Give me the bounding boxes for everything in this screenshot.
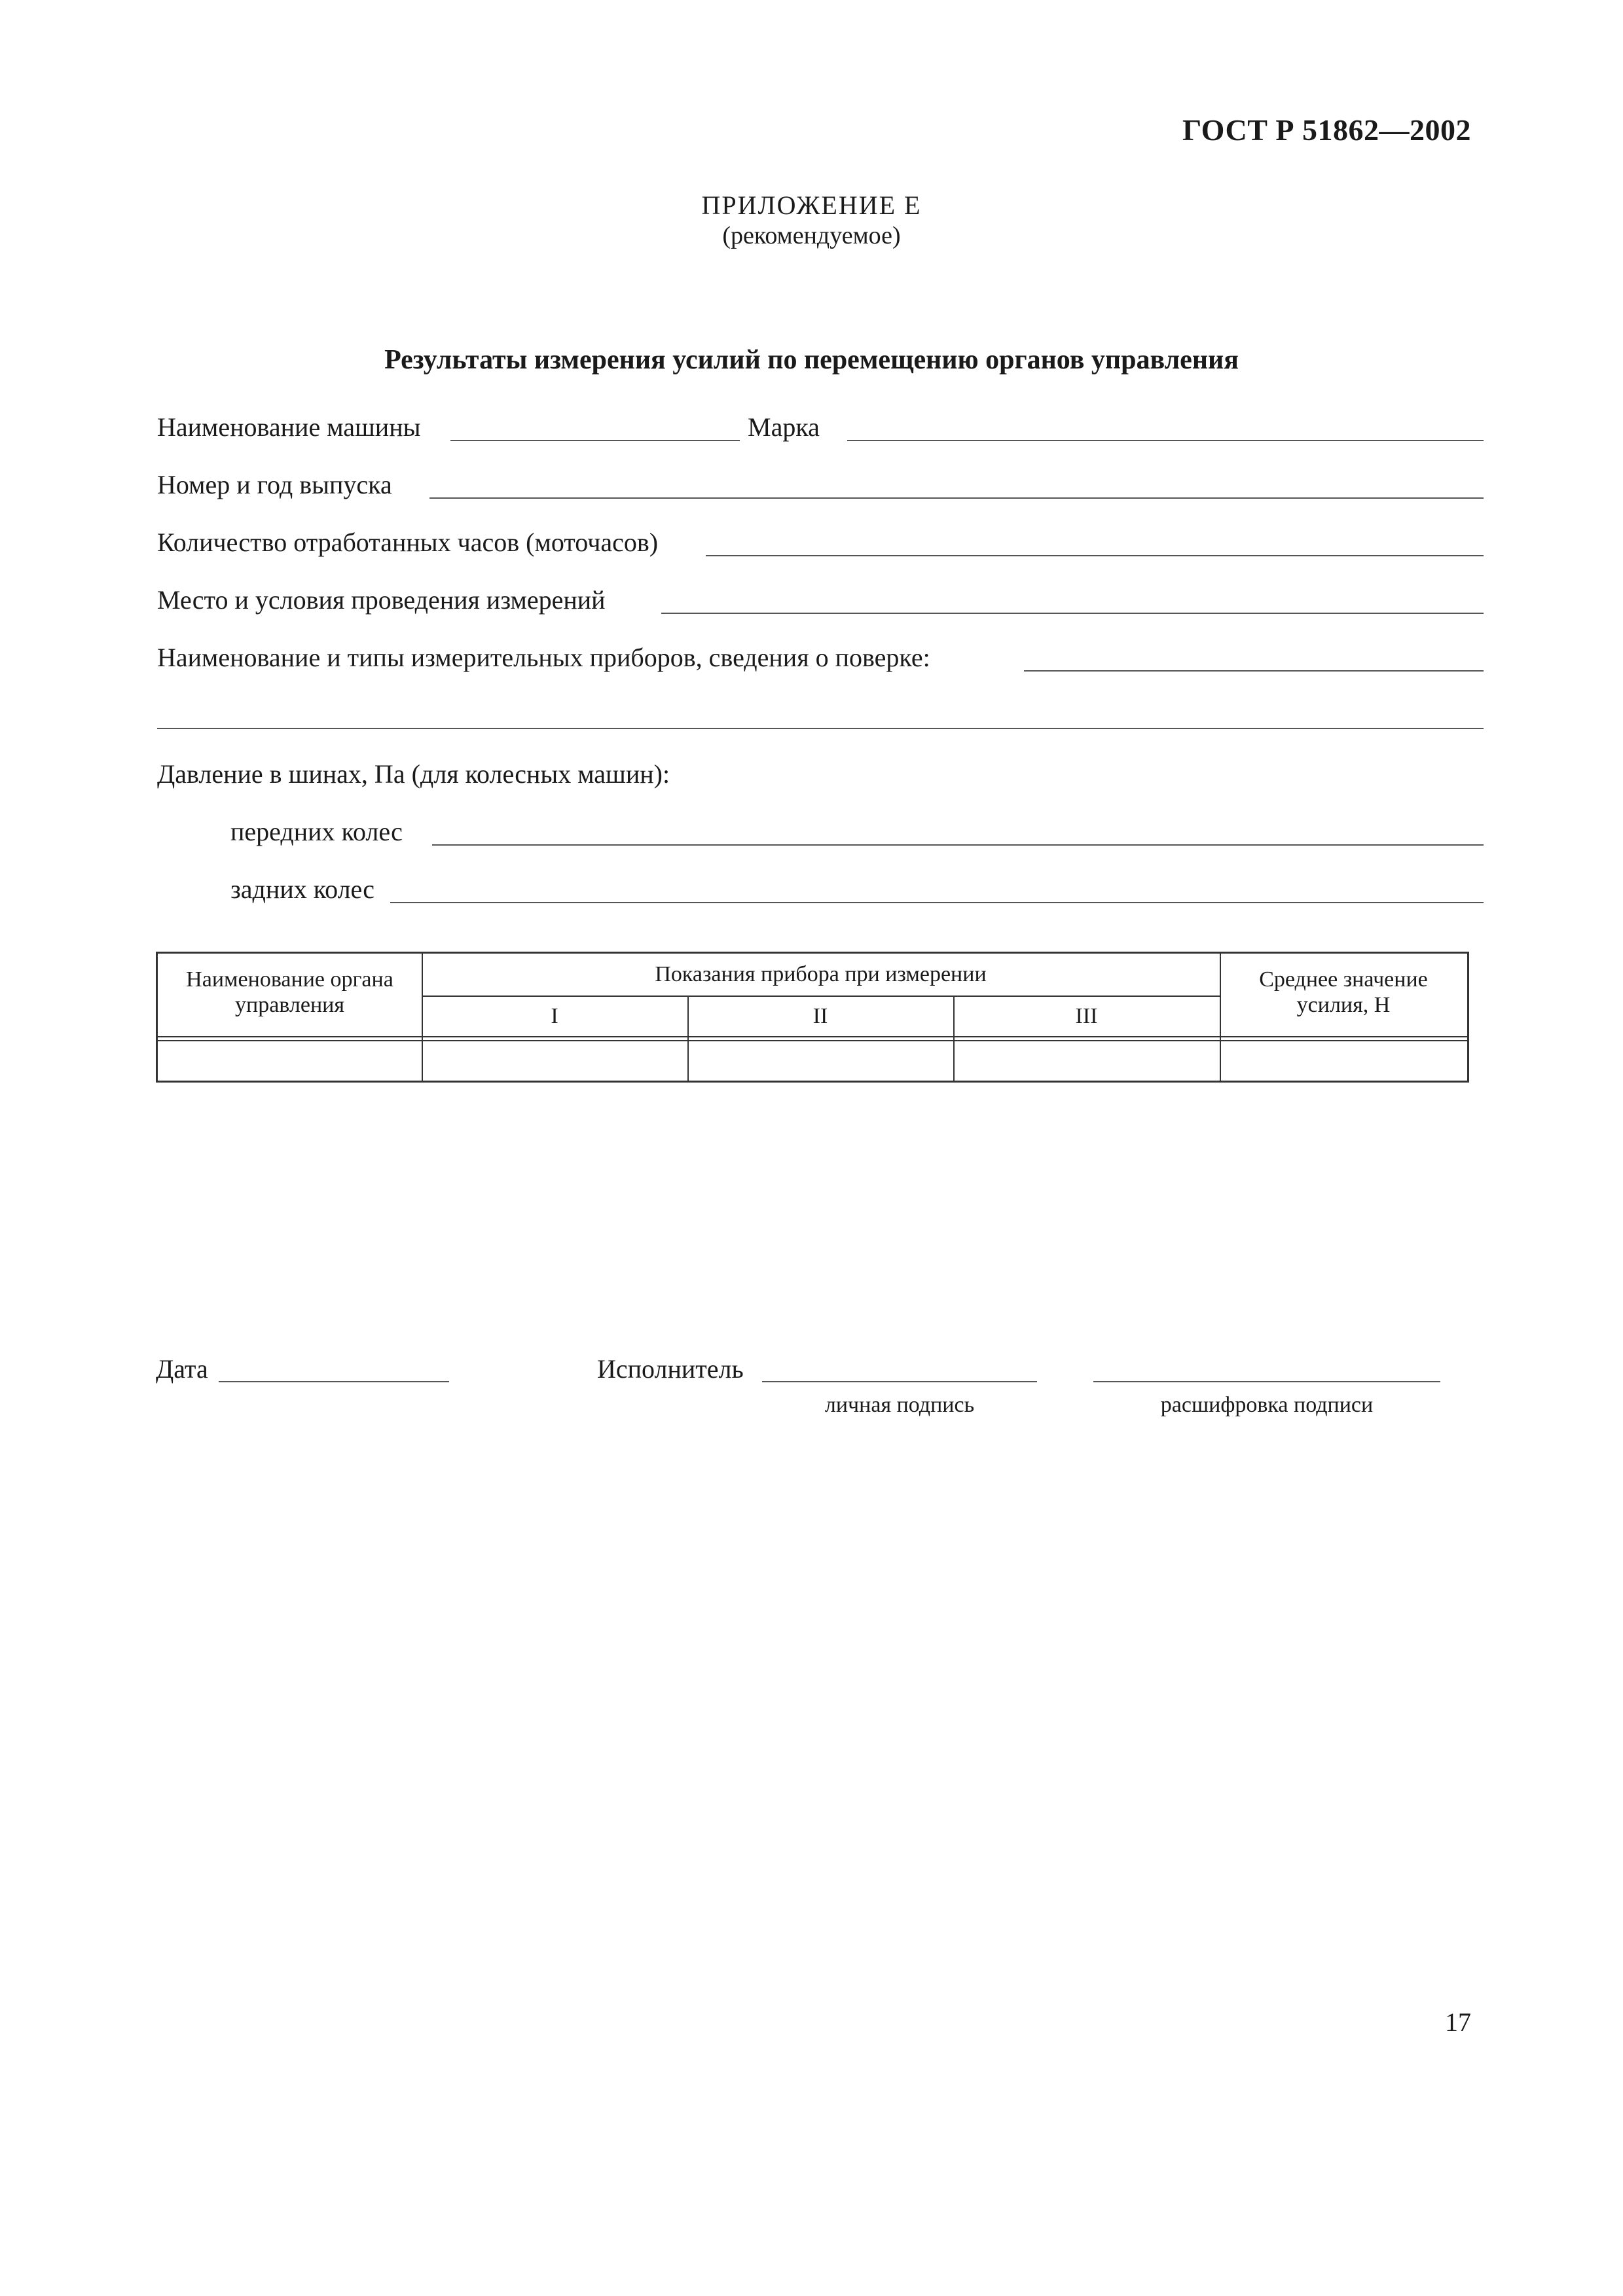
brand-label: Марка [748, 412, 820, 442]
measurement-table [156, 952, 1469, 1083]
executor-label: Исполнитель [597, 1354, 744, 1384]
table-header-average-force-line2: усилия, Н [1296, 993, 1391, 1018]
machine-name-field[interactable] [450, 440, 740, 441]
main-title: Результаты измерения усилий по перемещению органов управления [384, 345, 1239, 375]
table-header-readings: Показания прибора при измерении [655, 962, 987, 986]
number-year-field[interactable] [429, 497, 1484, 499]
table-header-average-force-line1: Среднее значение [1259, 967, 1428, 992]
annex-title: ПРИЛОЖЕНИЕ Е [701, 190, 922, 220]
rear-wheels-label: задних колес [230, 874, 375, 904]
front-wheels-label: передних колес [230, 817, 403, 846]
date-field[interactable] [219, 1381, 449, 1382]
rear-wheels-field[interactable] [390, 902, 1484, 903]
standard-number: ГОСТ Р 51862—2002 [1182, 113, 1471, 147]
table-cell-reading-2[interactable] [689, 1041, 953, 1081]
table-header-control-name [158, 967, 422, 1018]
signature-caption: личная подпись [824, 1393, 975, 1417]
instruments-field[interactable] [1024, 670, 1484, 672]
table-header-control-name-line1: Наименование органа [186, 967, 393, 992]
number-year-label: Номер и год выпуска [157, 470, 392, 499]
table-header-reading-2: II [812, 1004, 828, 1028]
brand-field[interactable] [847, 440, 1484, 441]
instruments-field-continued[interactable] [157, 728, 1484, 729]
front-wheels-field[interactable] [432, 844, 1484, 846]
table-cell-control-name[interactable] [158, 1041, 422, 1081]
tire-pressure-label: Давление в шинах, Па (для колесных машин): [157, 759, 670, 789]
table-header-reading-1: I [551, 1004, 558, 1028]
instruments-label: Наименование и типы измерительных приборов, сведения о поверке: [157, 643, 930, 672]
machine-name-label: Наименование машины [157, 412, 421, 442]
annex-subtitle: (рекомендуемое) [722, 222, 901, 249]
table-header-control-name-line2: управления [235, 993, 344, 1018]
table-cell-reading-1[interactable] [423, 1041, 687, 1081]
signature-decoding-field[interactable] [1093, 1381, 1440, 1382]
place-conditions-field[interactable] [661, 613, 1484, 614]
table-header-reading-3: III [1075, 1004, 1098, 1028]
date-label: Дата [156, 1354, 208, 1384]
place-conditions-label: Место и условия проведения измерений [157, 585, 606, 615]
table-header-average-force [1220, 967, 1467, 1018]
signature-field[interactable] [762, 1381, 1037, 1382]
decoding-caption: расшифровка подписи [1160, 1393, 1374, 1417]
table-cell-reading-3[interactable] [955, 1041, 1220, 1081]
table-header-divider [158, 1036, 1467, 1037]
page-number: 17 [1445, 2007, 1471, 2037]
table-cell-average-force[interactable] [1221, 1041, 1467, 1081]
table-subheader-divider [422, 996, 1220, 997]
hours-label: Количество отработанных часов (моточасов) [157, 528, 659, 557]
hours-field[interactable] [706, 555, 1484, 556]
